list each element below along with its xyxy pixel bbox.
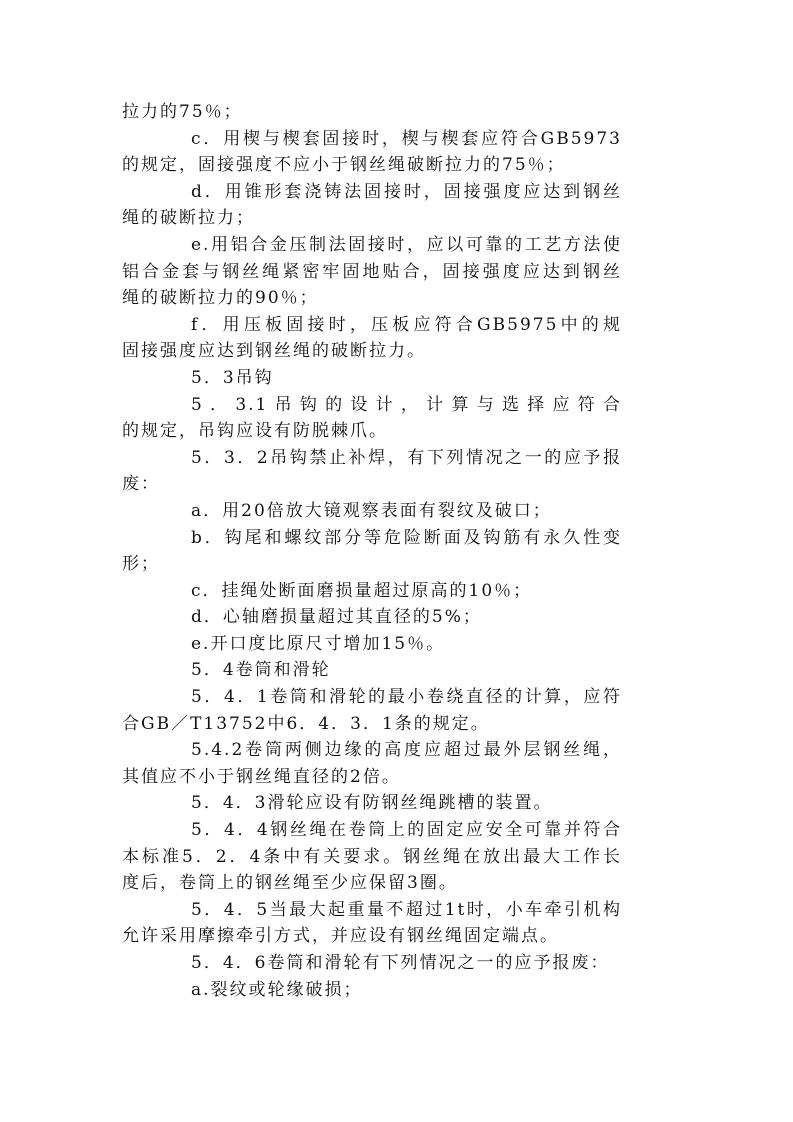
text-line: 废：: [122, 474, 160, 495]
text-line: 合GB／T13752中6．4．3．1条的规定。: [122, 713, 490, 734]
text-line: 绳的破断拉力；: [122, 208, 255, 229]
text-line: a.裂纹或轮缘破损；: [191, 979, 363, 1000]
text-line: 的规定，吊钩应设有防脱棘爪。: [122, 421, 388, 442]
text-line: 本标准5．2．4条中有关要求。钢丝绳在放出最大工作长: [122, 846, 622, 867]
text-line: 绳的破断拉力的90％；: [122, 288, 319, 309]
text-line: 5.4.2卷筒两侧边缘的高度应超过最外层钢丝绳，: [191, 740, 622, 761]
text-line: 拉力的75％；: [122, 102, 243, 122]
text-line: 5．4．4钢丝绳在卷筒上的固定应安全可靠并符合: [191, 820, 622, 841]
text-line: e.开口度比原尺寸增加15％。: [191, 633, 446, 654]
section-heading: 5．4卷筒和滑轮: [191, 660, 331, 681]
text-line: d．心轴磨损量超过其直径的5%；: [191, 607, 482, 628]
text-line: 形；: [122, 554, 160, 575]
section-heading: 5．3吊钩: [191, 367, 274, 388]
text-line: a．用20倍放大镜观察表面有裂纹及破口；: [191, 500, 552, 521]
text-line: f．用压板固接时，压板应符合GB5975中的规: [191, 314, 622, 335]
text-line: 的规定，固接强度不应小于钢丝绳破断拉力的75％；: [122, 155, 566, 176]
text-line: 5．4．5当最大起重量不超过1t时，小车牵引机构: [191, 899, 622, 920]
text-line: e.用铝合金压制法固接时，应以可靠的工艺方法使: [191, 234, 622, 255]
text-line: b．钩尾和螺纹部分等危险断面及钩筋有永久性变: [191, 527, 622, 548]
text-line: c．挂绳处断面磨损量超过原高的10％；: [191, 580, 533, 601]
text-line: 5．4．3滑轮应设有防钢丝绳跳槽的装置。: [191, 793, 553, 814]
text-line: 5．3．2吊钩禁止补焊，有下列情况之一的应予报: [191, 447, 622, 468]
text-line: 允许采用摩擦牵引方式，并应设有钢丝绳固定端点。: [122, 926, 559, 947]
document-body: [122, 99, 622, 1003]
text-line: 其值应不小于钢丝绳直径的2倍。: [122, 766, 401, 787]
text-line: 5．3.1吊钩的设计，计算与选择应符合: [191, 394, 622, 415]
text-line: 5．4．1卷筒和滑轮的最小卷绕直径的计算，应符: [191, 687, 622, 708]
text-line: 度后，卷筒上的钢丝绳至少应保留3圈。: [122, 873, 458, 894]
text-line: 5．4．6卷筒和滑轮有下列情况之一的应予报废：: [191, 953, 610, 973]
text-line: c．用楔与楔套固接时，楔与楔套应符合GB5973: [191, 128, 622, 149]
text-line: 固接强度应达到钢丝绳的破断拉力。: [122, 341, 426, 362]
text-line: 铝合金套与钢丝绳紧密牢固地贴合，固接强度应达到钢丝: [122, 261, 622, 282]
text-line: d．用锥形套浇铸法固接时，固接强度应达到钢丝: [191, 181, 622, 202]
